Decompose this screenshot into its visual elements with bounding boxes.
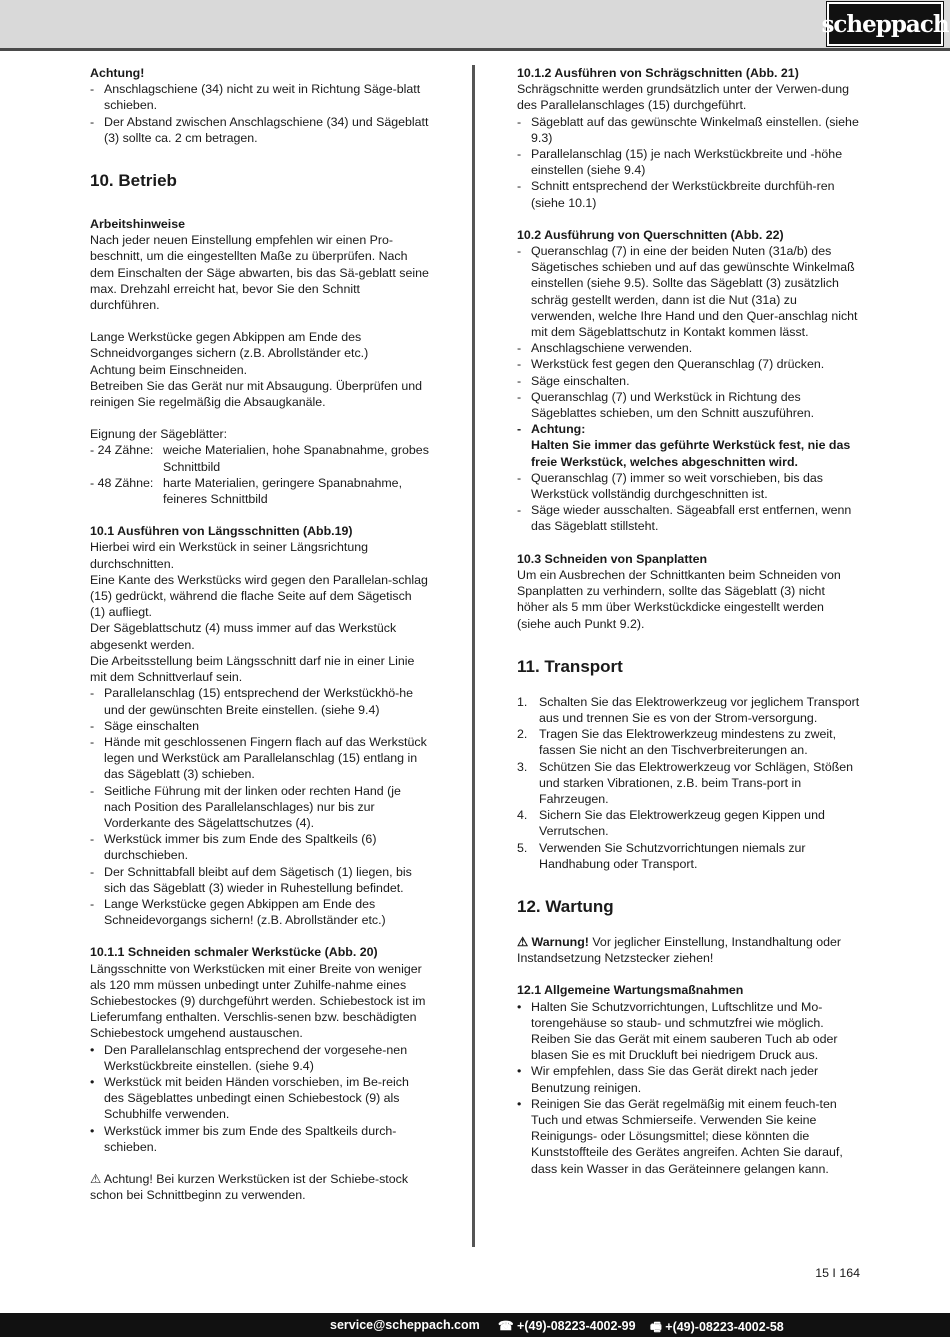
achtung-list (90, 81, 430, 146)
list-item (517, 340, 860, 356)
list-item-text: Hände mit geschlossenen Fingern flach auf das Werkstück legen und Werkstück am Parallelanschlag (15) entlang in das Sägeblatt (3) schieben. (104, 734, 427, 782)
list-item-text: Der Schnittabfall bleibt auf dem Sägetisch (1) liegen, bis sich das Sägeblatt (3) wieder in Ruhestellung befindet. (104, 864, 412, 895)
section-10-1-paragraph: Der Sägeblattschutz (4) muss immer auf das Werkstück abgesenkt werden. (90, 621, 397, 652)
page-footer (0, 1313, 950, 1337)
warning-text: Halten Sie immer das geführte Werkstück fest, nie das freie Werkstück, welches abgeschnitten wird. (531, 438, 851, 469)
arbeitshinweise-paragraph: Achtung beim Einschneiden. (90, 362, 248, 377)
list-item-text: Sichern Sie das Elektrowerkzeug gegen Kippen und Verrutschen. (539, 808, 825, 839)
list-item-text: Tragen Sie das Elektrowerkzeug mindestens zu zweit, fassen Sie nicht an den Tischverbreiterungen an. (539, 727, 837, 758)
list-marker: - (90, 114, 95, 129)
list-item-text: weiche Materialien, hohe Spanabnahme, grobes Schnittbild (163, 443, 429, 474)
list-item-text: Säge einschalten. (531, 373, 630, 388)
list-marker: - (90, 718, 95, 733)
section-10-1-2-paragraph: Schrägschnitte werden grundsätzlich unter der Verwen-dung des Parallelanschlages (15) durchgeführt. (517, 82, 849, 113)
section-10-1-1-paragraph: Längsschnitte von Werkstücken mit einer Breite von weniger als 120 mm müssen unbedingt unter Zuhilfe-nahme eines Schiebestockes (9) durchgeführt werden. Schiebestock ist im Lieferumfang enthalten. Verschlis-senen bzw. beschädigten Schiebestock umgehend austauschen. (90, 961, 426, 1041)
section-10-1-paragraph: Hierbei wird ein Werkstück in seiner Längsrichtung durchschnitten. (90, 540, 368, 571)
list-number: 3. (517, 759, 528, 774)
list-item (517, 1096, 860, 1177)
list-item (517, 178, 860, 210)
eignung-title: Eignung der Sägeblätter: (90, 427, 228, 442)
list-item-text: Schalten Sie das Elektrowerkzeug vor jeglichem Transport aus und trennen Sie es von der Strom-versorgung. (539, 694, 860, 725)
list-number: 4. (517, 808, 528, 823)
list-item (90, 734, 430, 783)
arbeitshinweise-paragraph: Betreiben Sie das Gerät nur mit Absaugung. Überprüfen und reinigen Sie regelmäßig die Absaugkanäle. (90, 378, 422, 410)
achtung-title: Achtung! (90, 66, 145, 80)
list-marker: • (90, 1123, 95, 1138)
warning-label: Achtung: (531, 422, 586, 437)
warning-label: ⚠ Warnung! (517, 934, 589, 949)
right-column (517, 65, 860, 1177)
list-marker: - (90, 686, 95, 701)
list-marker: - (517, 503, 522, 518)
list-item (517, 146, 860, 178)
list-item (517, 243, 860, 340)
list-item-text: Anschlagschiene verwenden. (531, 341, 693, 356)
list-item-text: Wir empfehlen, dass Sie das Gerät direkt nach jeder Benutzung reinigen. (531, 1064, 819, 1095)
list-item (90, 685, 430, 717)
list-item (90, 718, 430, 734)
section-10-1-2-title: 10.1.2 Ausführen von Schrägschnitten (Abb. 21) (517, 66, 799, 80)
list-number: 2. (517, 727, 528, 742)
list-item-text: Queranschlag (7) immer so weit vorschieben, bis das Werkstück vollständig durchgeschnitten ist. (531, 470, 823, 502)
transport-list (517, 694, 860, 872)
list-item (517, 470, 860, 502)
list-number: 5. (517, 840, 528, 855)
list-item-text: Säge einschalten (104, 718, 200, 733)
list-item-text: Verwenden Sie Schutzvorrichtungen niemals zur Handhabung oder Transport. (539, 840, 806, 871)
list-marker: - (90, 832, 95, 847)
arbeitshinweise-paragraph: Lange Werkstücke gegen Abkippen am Ende des Schneidvorganges sichern (z.B. Abrollständer etc.) (90, 330, 369, 361)
list-item-text: Seitliche Führung mit der linken oder rechten Hand (je nach Position des Parallelanschlages) nur bis zur Vorderkante des Sägelattschutzes (4). (104, 783, 401, 830)
section-12-1-list (517, 999, 860, 1177)
list-item-text: harte Materialien, geringere Spanabnahme, feineres Schnittbild (163, 475, 403, 507)
section-12-1-title: 12.1 Allgemeine Wartungsmaßnahmen (517, 983, 744, 998)
maintenance-warning (517, 934, 860, 966)
list-marker: • (90, 1042, 95, 1057)
list-marker: • (517, 1064, 522, 1079)
page-number: 15 I 164 (815, 1266, 860, 1280)
list-marker: - (517, 470, 522, 485)
list-item-text: Halten Sie Schutzvorrichtungen, Luftschlitze und Mo-torengehäuse so staub- und schmutzfrei wie möglich. Reiben Sie das Gerät mit einem sauberen Tuch ab oder blasen Sie es mit Druckluft bei niedrigem Druck aus. (531, 999, 838, 1063)
list-item-text: Werkstück fest gegen den Queranschlag (7) drücken. (531, 357, 825, 372)
service-phone: ☎ +(49)-08223-4002-99 (498, 1319, 636, 1333)
section-10-1-title: 10.1 Ausführen von Längsschnitten (Abb.19) (90, 524, 353, 539)
section-10-2-list-continued (517, 470, 860, 535)
list-item-text: Reinigen Sie das Gerät regelmäßig mit einem feuch-ten Tuch und etwas Schmierseife. Verwenden Sie keine Reinigungs- oder Lösungsmittel; diese könnten die Kunststoffteile des Gerätes angreifen. Achten Sie darauf, dass kein Wasser in das Geräteinnere gelangen kann. (531, 1096, 843, 1176)
list-item (517, 502, 860, 534)
list-item-text: Queranschlag (7) in eine der beiden Nuten (31a/b) des Sägetisches schieben und auf das gewünschte Winkelmaß einstellen (siehe 9.5). Sollte das Sägeblatt (3) zusätzlich schräg gestellt werden, dann ist die Nut (31a) zu verwenden, welche Ihre Hand und den Quer-anschlag nicht mit dem Sägeblattschutz in Kontakt kommen lässt. (531, 244, 858, 340)
section-10-3-title: 10.3 Schneiden von Spanplatten (517, 551, 708, 566)
list-item-label: - 24 Zähne: (90, 443, 154, 458)
section-10-1-list (90, 685, 430, 928)
list-item (90, 114, 430, 146)
list-item-text: Schnitt entsprechend der Werkstückbreite durchfüh-ren (siehe 10.1) (531, 179, 835, 210)
list-item (517, 389, 860, 421)
list-marker: - (90, 783, 95, 798)
list-item (517, 726, 860, 758)
arbeitshinweise-title: Arbeitshinweise (90, 217, 186, 232)
list-item-text: Der Abstand zwischen Anschlagschiene (34) und Sägeblatt (3) sollte ca. 2 cm betragen. (104, 114, 429, 145)
list-item (90, 1123, 430, 1155)
list-item (90, 81, 430, 113)
service-fax: 🖷 +(49)-08223-4002-58 (650, 1320, 784, 1334)
list-marker: - (517, 114, 522, 129)
service-email-link[interactable]: service@scheppach.com (330, 1318, 480, 1332)
left-column (90, 65, 430, 1203)
list-item-text: Schützen Sie das Elektrowerkzeug vor Schlägen, Stößen und starken Vibrationen, z.B. beim Trans-port in Fahrzeugen. (539, 759, 854, 806)
section-11-title: 11. Transport (517, 656, 623, 676)
list-marker: - (517, 389, 522, 404)
list-item (90, 475, 430, 507)
list-item-text: Werkstück immer bis zum Ende des Spaltkeils durch-schieben. (104, 1123, 397, 1154)
section-10-1-1-title: 10.1.1 Schneiden schmaler Werkstücke (Abb. 20) (90, 945, 378, 960)
list-item (90, 442, 430, 474)
list-item-text: Queranschlag (7) und Werkstück in Richtung des Sägeblattes schieben, um den Schnitt auszuführen. (531, 389, 815, 421)
list-item (517, 807, 860, 839)
section-10-1-2-list (517, 114, 860, 211)
list-item (90, 864, 430, 896)
section-10-2-title: 10.2 Ausführung von Querschnitten (Abb. 22) (517, 227, 784, 242)
list-marker: - (517, 147, 522, 162)
list-marker: - (517, 179, 522, 194)
list-item (90, 831, 430, 863)
list-marker: - (517, 244, 522, 259)
list-item-text: Lange Werkstücke gegen Abkippen am Ende des Schneidevorgangs sichern! (z.B. Abrollständer etc.) (104, 896, 386, 928)
list-item (517, 356, 860, 372)
section-10-2-warning: - Achtung: Halten Sie immer das geführte Werkstück fest, nie das freie Werkstück, welches abgeschnitten wird. (517, 421, 860, 470)
list-item-label: - 48 Zähne: (90, 475, 154, 490)
section-10-title: 10. Betrieb (90, 171, 177, 191)
list-item-text: Parallelanschlag (15) entsprechend der Werkstückhö-he und der gewünschten Breite einstellen. (siehe 9.4) (104, 686, 414, 717)
list-item (517, 999, 860, 1064)
section-10-1-paragraph: Die Arbeitsstellung beim Längsschnitt darf nie in einer Linie mit dem Schnittverlauf sein. (90, 653, 415, 685)
page-header (0, 0, 950, 51)
list-item-text: Den Parallelanschlag entsprechend der vorgesehe-nen Werkstückbreite einstellen. (siehe 9.4) (104, 1042, 408, 1073)
list-number: 1. (517, 694, 528, 709)
list-item (517, 114, 860, 146)
warning-text: Vor jeglicher Einstellung, Instandhaltung oder Instandsetzung Netzstecker ziehen! (517, 934, 842, 966)
list-marker: - (90, 82, 95, 97)
list-item-text: Anschlagschiene (34) nicht zu weit in Richtung Säge-blatt schieben. (104, 82, 421, 113)
list-marker: - (90, 734, 95, 749)
list-marker: - (517, 341, 522, 356)
section-10-1-1-list (90, 1042, 430, 1155)
list-marker: - (517, 357, 522, 372)
list-item-text: Parallelanschlag (15) je nach Werkstückbreite und -höhe einstellen (siehe 9.4) (531, 147, 843, 178)
list-item (517, 759, 860, 808)
scheppach-logo: scheppach (827, 2, 943, 46)
list-item-text: Säge wieder ausschalten. Sägeabfall erst entfernen, wenn das Sägeblatt stillsteht. (531, 503, 852, 534)
list-item (517, 840, 860, 872)
section-10-2-list (517, 243, 860, 421)
list-marker: - (90, 864, 95, 879)
list-marker: - (90, 896, 95, 911)
list-item (517, 694, 860, 726)
arbeitshinweise-paragraph: Nach jeder neuen Einstellung empfehlen wir einen Pro-beschnitt, um die eingestellten Maße zu überprüfen. Nach dem Einschalten der Säge abwarten, bis das Sä-geblatt seine max. Drehzahl erreicht hat, bevor Sie den Schnitt durchführen. (90, 233, 429, 313)
list-item (90, 783, 430, 832)
list-marker: - (517, 373, 522, 388)
list-item (90, 896, 430, 928)
eignung-list (90, 442, 430, 507)
column-divider (472, 65, 475, 1247)
list-marker: • (517, 1096, 522, 1111)
section-12-title: 12. Wartung (517, 896, 614, 916)
list-marker: • (517, 999, 522, 1014)
list-item-text: Werkstück immer bis zum Ende des Spaltkeils (6) durchschieben. (104, 832, 377, 863)
list-item (90, 1042, 430, 1074)
list-item (517, 1063, 860, 1095)
section-10-3-paragraph: Um ein Ausbrechen der Schnittkanten beim Schneiden von Spanplatten zu verhindern, sollte das Sägeblatt (3) nicht höher als 5 mm über Werkstückdicke eingestellt werden (siehe auch Punkt 9.2). (517, 567, 841, 631)
list-item (517, 373, 860, 389)
list-item-text: Werkstück mit beiden Händen vorschieben, im Be-reich des Sägeblattes unbedingt einen Schiebestock (9) als Schubhilfe verwenden. (104, 1074, 409, 1122)
list-marker: • (90, 1074, 95, 1089)
short-workpiece-warning: ⚠ Achtung! Bei kurzen Werkstücken ist der Schiebe-stock schon bei Schnittbeginn zu verwenden. (90, 1171, 409, 1203)
section-10-1-paragraph: Eine Kante des Werkstücks wird gegen den Parallelan-schlag (15) gedrückt, während die flache Seite auf dem Sägetisch (1) aufliegt. (90, 572, 428, 620)
list-item-text: Sägeblatt auf das gewünschte Winkelmaß einstellen. (siehe 9.3) (531, 114, 859, 145)
list-item (90, 1074, 430, 1123)
